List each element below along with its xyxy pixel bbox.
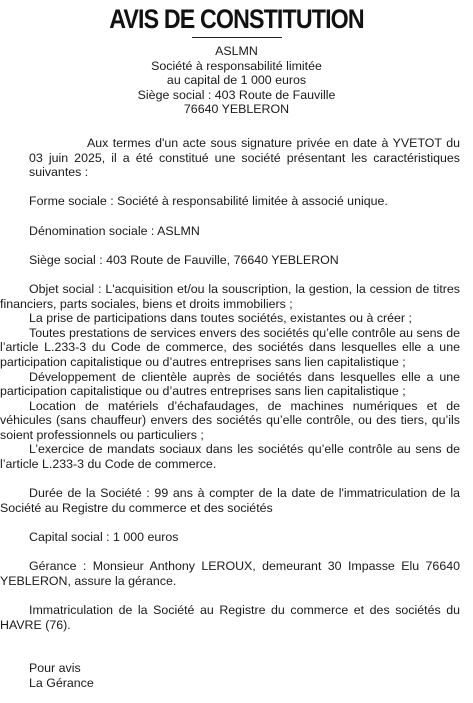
immatriculation: Immatriculation de la Société au Registre du commerce et des sociétés du HAVRE (76).: [0, 603, 460, 632]
pour-avis: Pour avis: [29, 661, 81, 676]
duree-societe: Durée de la Société : 99 ans à compter de la date de l'immatriculation de la Société au Registre du commerce et des sociétés: [0, 486, 460, 515]
company-seat: Siège social : 403 Route de Fauville: [137, 87, 336, 102]
title-underline: [192, 37, 282, 38]
objet-item: Objet social : L'acquisition et/ou la souscription, la gestion, la cession de titres financiers, parts sociales, biens et droits immobiliers ;: [0, 281, 460, 311]
company-form: Société à responsabilité limitée: [151, 58, 322, 73]
forme-sociale: Forme sociale : Société à responsabilité limitée à associé unique.: [29, 194, 388, 209]
company-name: ASLMN: [215, 44, 258, 58]
company-header: [0, 44, 473, 117]
gerance: Gérance : Monsieur Anthony LEROUX, demeurant 30 Impasse Elu 76640 YEBLERON, assure la gérance.: [0, 559, 460, 588]
objet-item: L’exercice de mandats sociaux dans les sociétés qu’elle contrôle au sens de l’article L.233-3 du Code de commerce.: [0, 442, 460, 472]
objet-item: Location de matériels d’échafaudages, de machines numériques et de véhicules (sans chauffeur) envers des sociétés qu’elle contrôle, ou des tiers, qu’ils soient professionnels ou particuliers ;: [0, 398, 460, 442]
siege-social: Siège social : 403 Route de Fauville, 76640 YEBLERON: [29, 252, 339, 267]
objet-item: La prise de participations dans toutes sociétés, existantes ou à créer ;: [29, 311, 412, 326]
notice-body: [0, 136, 460, 691]
company-city: 76640 YEBLERON: [183, 102, 290, 117]
objet-social: [0, 282, 460, 472]
objet-item: Développement de clientèle auprès de sociétés dans lesquelles elle a une participation capitalistique ou d’autres entreprises sans lien capitalistique ;: [0, 369, 460, 399]
intro-paragraph: Aux termes d'un acte sous signature privée en date à YVETOT du 03 juin 2025, il a été constitué une société présentant les caractéristiques suivantes :: [29, 136, 460, 180]
notice-title: AVIS DE CONSTITUTION: [109, 4, 364, 34]
objet-item: Toutes prestations de services envers des sociétés qu’elle contrôle au sens de l’article L.233-3 du Code de commerce, des sociétés dans lesquelles elle a une participation capitalistique ou d’autres entreprises sans lien capitalistique ;: [0, 325, 460, 369]
signature-gerance: La Gérance: [29, 675, 94, 690]
company-capital: au capital de 1 000 euros: [166, 73, 307, 88]
denomination-sociale: Dénomination sociale : ASLMN: [29, 223, 200, 238]
capital-social: Capital social : 1 000 euros: [29, 530, 179, 545]
